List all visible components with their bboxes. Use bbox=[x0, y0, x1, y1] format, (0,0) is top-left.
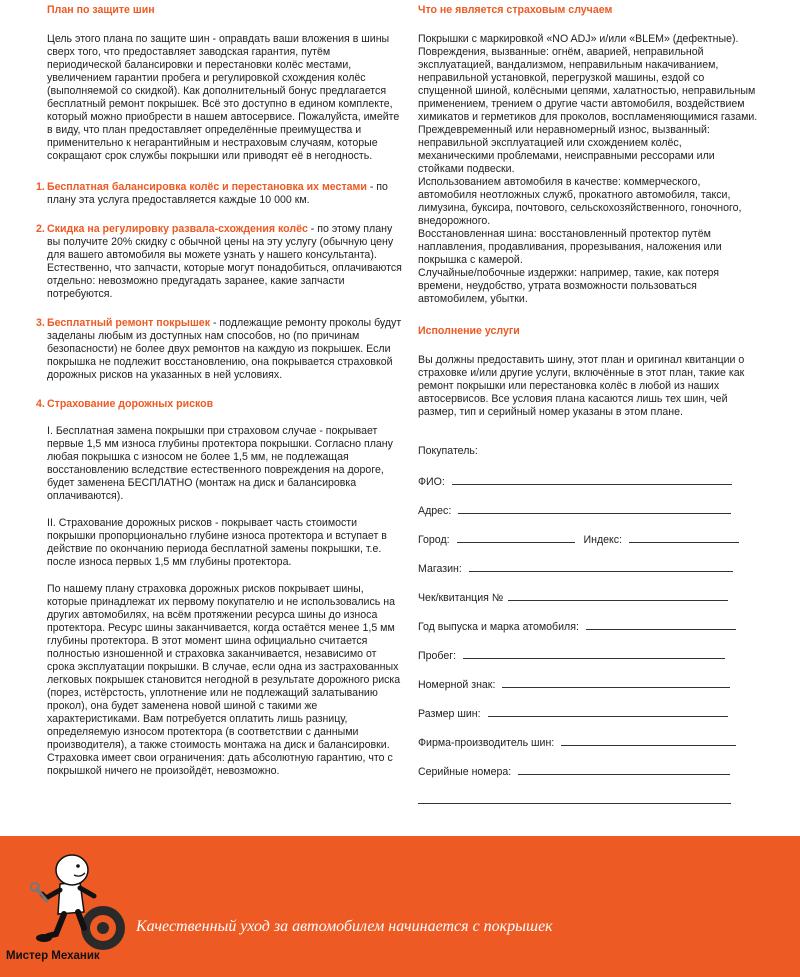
size-field[interactable] bbox=[488, 706, 728, 717]
item-text: - по этому плану вы получите 20% скидку с обычной цены на эту услугу (обычную цену для вашего автомобиля вы можете узнать у нашего консультанта). Естественно, что запчасти, которые могут понадобиться, оплачиваются отдельно: невозможно предугадать заранее, какие запчасти потребуются. bbox=[47, 223, 402, 300]
city-field[interactable] bbox=[457, 532, 575, 543]
mechanic-mascot-icon bbox=[8, 848, 128, 953]
item-text: - по плану эта услуга предоставляется каждые 10 000 км. bbox=[47, 181, 388, 206]
list-item bbox=[36, 398, 406, 569]
mileage-label: Пробег: bbox=[418, 650, 457, 662]
form-row bbox=[418, 648, 758, 677]
fio-label: ФИО: bbox=[418, 476, 445, 488]
form-row bbox=[418, 764, 758, 793]
item-number: 3. bbox=[36, 317, 45, 329]
not-covered-item: Преждевременный или неравномерный износ, вызванный: неправильной эксплуатацией или схождением колёс, механическими проблемами, неисправными рессорами или стойками подвески. bbox=[418, 124, 715, 175]
not-covered-heading: Что не является страховым случаем bbox=[418, 4, 613, 16]
right-column bbox=[418, 0, 758, 807]
item-number: 1. bbox=[36, 181, 45, 193]
car-field[interactable] bbox=[586, 619, 736, 630]
item-number: 4. bbox=[36, 398, 45, 410]
form-row bbox=[418, 474, 758, 503]
item-title: Бесплатная балансировка колёс и перестановка их местами bbox=[47, 181, 367, 193]
plan-items-list bbox=[36, 181, 406, 569]
brand-logo-text: Мистер Механик bbox=[6, 950, 100, 962]
form-row bbox=[418, 706, 758, 735]
car-label: Год выпуска и марка атомобиля: bbox=[418, 621, 579, 633]
coverage-description: По нашему плану страховка дорожных рисков покрывает шины, которые принадлежат их первому покупателю и не использовались на других автомобилях, на всём протяжении ресурса шины до износа протектора. Ресурс шины заканчивается, когда остаётся менее 1,5 мм глубины протектора. В этот момент шина официально считается полностью изношенной и страховка заканчивается, независимо от срока эксплуатации покрышки. В случае, если одна из застрахованных легковых покрышек становится негодной в результате дорожного риска (порез, истёрстость, уплотнение или не подлежащий залатыванию прокол), она будет заменена новой шиной с такими же характеристиками. Вам потребуется оплатить лишь разницу, определяемую износом протектора (в соответствии с данными производителя), а также стоимость монтажа на диск и балансировки. Страховка имеет свои ограничения: дать абсолютную гарантию, что с покрышкой ничего не произойдёт, невозможно. bbox=[47, 583, 401, 777]
left-column bbox=[36, 0, 406, 778]
buyer-form bbox=[418, 445, 758, 807]
service-heading: Исполнение услуги bbox=[418, 325, 520, 337]
zip-field[interactable] bbox=[629, 532, 739, 543]
plate-field[interactable] bbox=[502, 677, 730, 688]
list-item bbox=[36, 223, 406, 301]
maker-field[interactable] bbox=[561, 735, 736, 746]
city-label: Город: bbox=[418, 534, 450, 546]
form-row bbox=[418, 590, 758, 619]
item-title: Скидка на регулировку развала-схождения колёс bbox=[47, 223, 308, 235]
form-row bbox=[418, 503, 758, 532]
address-field[interactable] bbox=[458, 503, 731, 514]
list-item bbox=[36, 181, 406, 207]
maker-label: Фирма-производитель шин: bbox=[418, 737, 555, 749]
address-label: Адрес: bbox=[418, 505, 452, 517]
not-covered-item: Восстановленная шина: восстановленный протектор путём наплавления, продавливания, прорезывания, наложения или покрышка с камерой. bbox=[418, 228, 722, 266]
service-text: Вы должны предоставить шину, этот план и оригинал квитанции о страховке и/или другие услуги, включённые в этот план, такие как ремонт покрышки или перестановка колёс в любой из наших автосервисов. Все условия плана касаются лишь тех шин, чей размер, тип и серийный номер указаны в этом плане. bbox=[418, 354, 745, 418]
serial-field-extra[interactable] bbox=[418, 793, 731, 804]
form-row bbox=[418, 677, 758, 706]
plan-heading: План по защите шин bbox=[47, 4, 155, 16]
form-row bbox=[418, 561, 758, 590]
not-covered-item: Использованием автомобиля в качестве: коммерческого, автомобиля неотложных служб, прокатного автомобиля, такси, лимузина, буксира, почтового, сельскохозяйственного, гоночного, внедорожного. bbox=[418, 176, 742, 227]
item-title: Страхование дорожных рисков bbox=[47, 398, 214, 410]
not-covered-list bbox=[418, 33, 758, 306]
not-covered-item: Случайные/побочные издержки: например, такие, как потеря времени, неудобство, утрата возможности пользоваться автомобилем, убытки. bbox=[418, 267, 720, 305]
form-row bbox=[418, 532, 758, 561]
road-risk-text: II. Страхование дорожных рисков - покрывает часть стоимости покрышки пропорционально глубине износа протектора и вступает в действие по окончанию периода бесплатной замены покрышки, т.е. после износа первых 1,5 мм глубины протектора. bbox=[47, 517, 387, 568]
mileage-field[interactable] bbox=[463, 648, 725, 659]
fio-field[interactable] bbox=[452, 474, 732, 485]
serial-label: Серийные номера: bbox=[418, 766, 512, 778]
plan-intro: Цель этого плана по защите шин - оправдать ваши вложения в шины сверх того, что предоставляет заводская гарантия, путём периодической балансировки и перестановки колёс местами, увеличением гарантии пробега и регулировкой схождения колёс (выполняемой со скидкой). Как дополнительный бонус предлагается бесплатный ремонт покрышек. Всё это доступно в едином комплекте, который можно приобрести в нашем автосервисе. Пожалуйста, имейте в виду, что план предоставляет определённые преимущества и применительно к негарантийным и нестраховым случаям, которые сокращают срок службы покрышки или приводят её в негодность. bbox=[47, 33, 400, 162]
form-row bbox=[418, 619, 758, 648]
receipt-label: Чек/квитанция № bbox=[418, 592, 504, 604]
footer-banner bbox=[0, 836, 800, 977]
not-covered-item: Повреждения, вызванные: огнём, аварией, неправильной эксплуатацией, вандализмом, неправильным накачиванием, неправильной установкой, перегрузкой машины, ездой со спущенной шиной, колёсными цепями, халатностью, неправильным применением, трением о другие части автомобиля, воздействием химикатов и герметиков для проколов, воспламеняющимися газами. bbox=[418, 46, 758, 123]
plate-label: Номерной знак: bbox=[418, 679, 496, 691]
road-risk-details bbox=[47, 425, 406, 569]
list-item bbox=[36, 317, 406, 382]
form-row bbox=[418, 793, 758, 807]
buyer-label: Покупатель: bbox=[418, 445, 478, 457]
buyer-label-row bbox=[418, 445, 758, 474]
item-title: Бесплатный ремонт покрышек bbox=[47, 317, 211, 329]
item-number: 2. bbox=[36, 223, 45, 235]
free-replacement-text: I. Бесплатная замена покрышки при страховом случае - покрывает первые 1,5 мм износа глубины протектора покрышки. Согласно плану любая покрышка с износом не более 1,5 мм, не подлежащая восстановлению вследствие естественного повреждения на дороге, будет заменена БЕСПЛАТНО (монтаж на диск и балансировка оплачиваются). bbox=[47, 425, 393, 502]
form-row bbox=[418, 735, 758, 764]
not-covered-item: Покрышки с маркировкой «NO ADJ» и/или «BLEM» (дефектные). bbox=[418, 33, 739, 45]
footer-slogan: Качественный уход за автомобилем начинается с покрышек bbox=[136, 918, 553, 935]
item-text: - подлежащие ремонту проколы будут заделаны любым из доступных нам способов, но (по причинам безопасности) не более двух ремонтов на каждую из покрышек. Если покрышка не подлежит восстановлению, она покрывается страховкой дорожных рисков на указанных в ней условиях. bbox=[47, 317, 402, 381]
zip-label: Индекс: bbox=[583, 534, 623, 546]
receipt-field[interactable] bbox=[508, 590, 728, 601]
shop-field[interactable] bbox=[469, 561, 733, 572]
shop-label: Магазин: bbox=[418, 563, 462, 575]
serial-field[interactable] bbox=[518, 764, 730, 775]
size-label: Размер шин: bbox=[418, 708, 481, 720]
